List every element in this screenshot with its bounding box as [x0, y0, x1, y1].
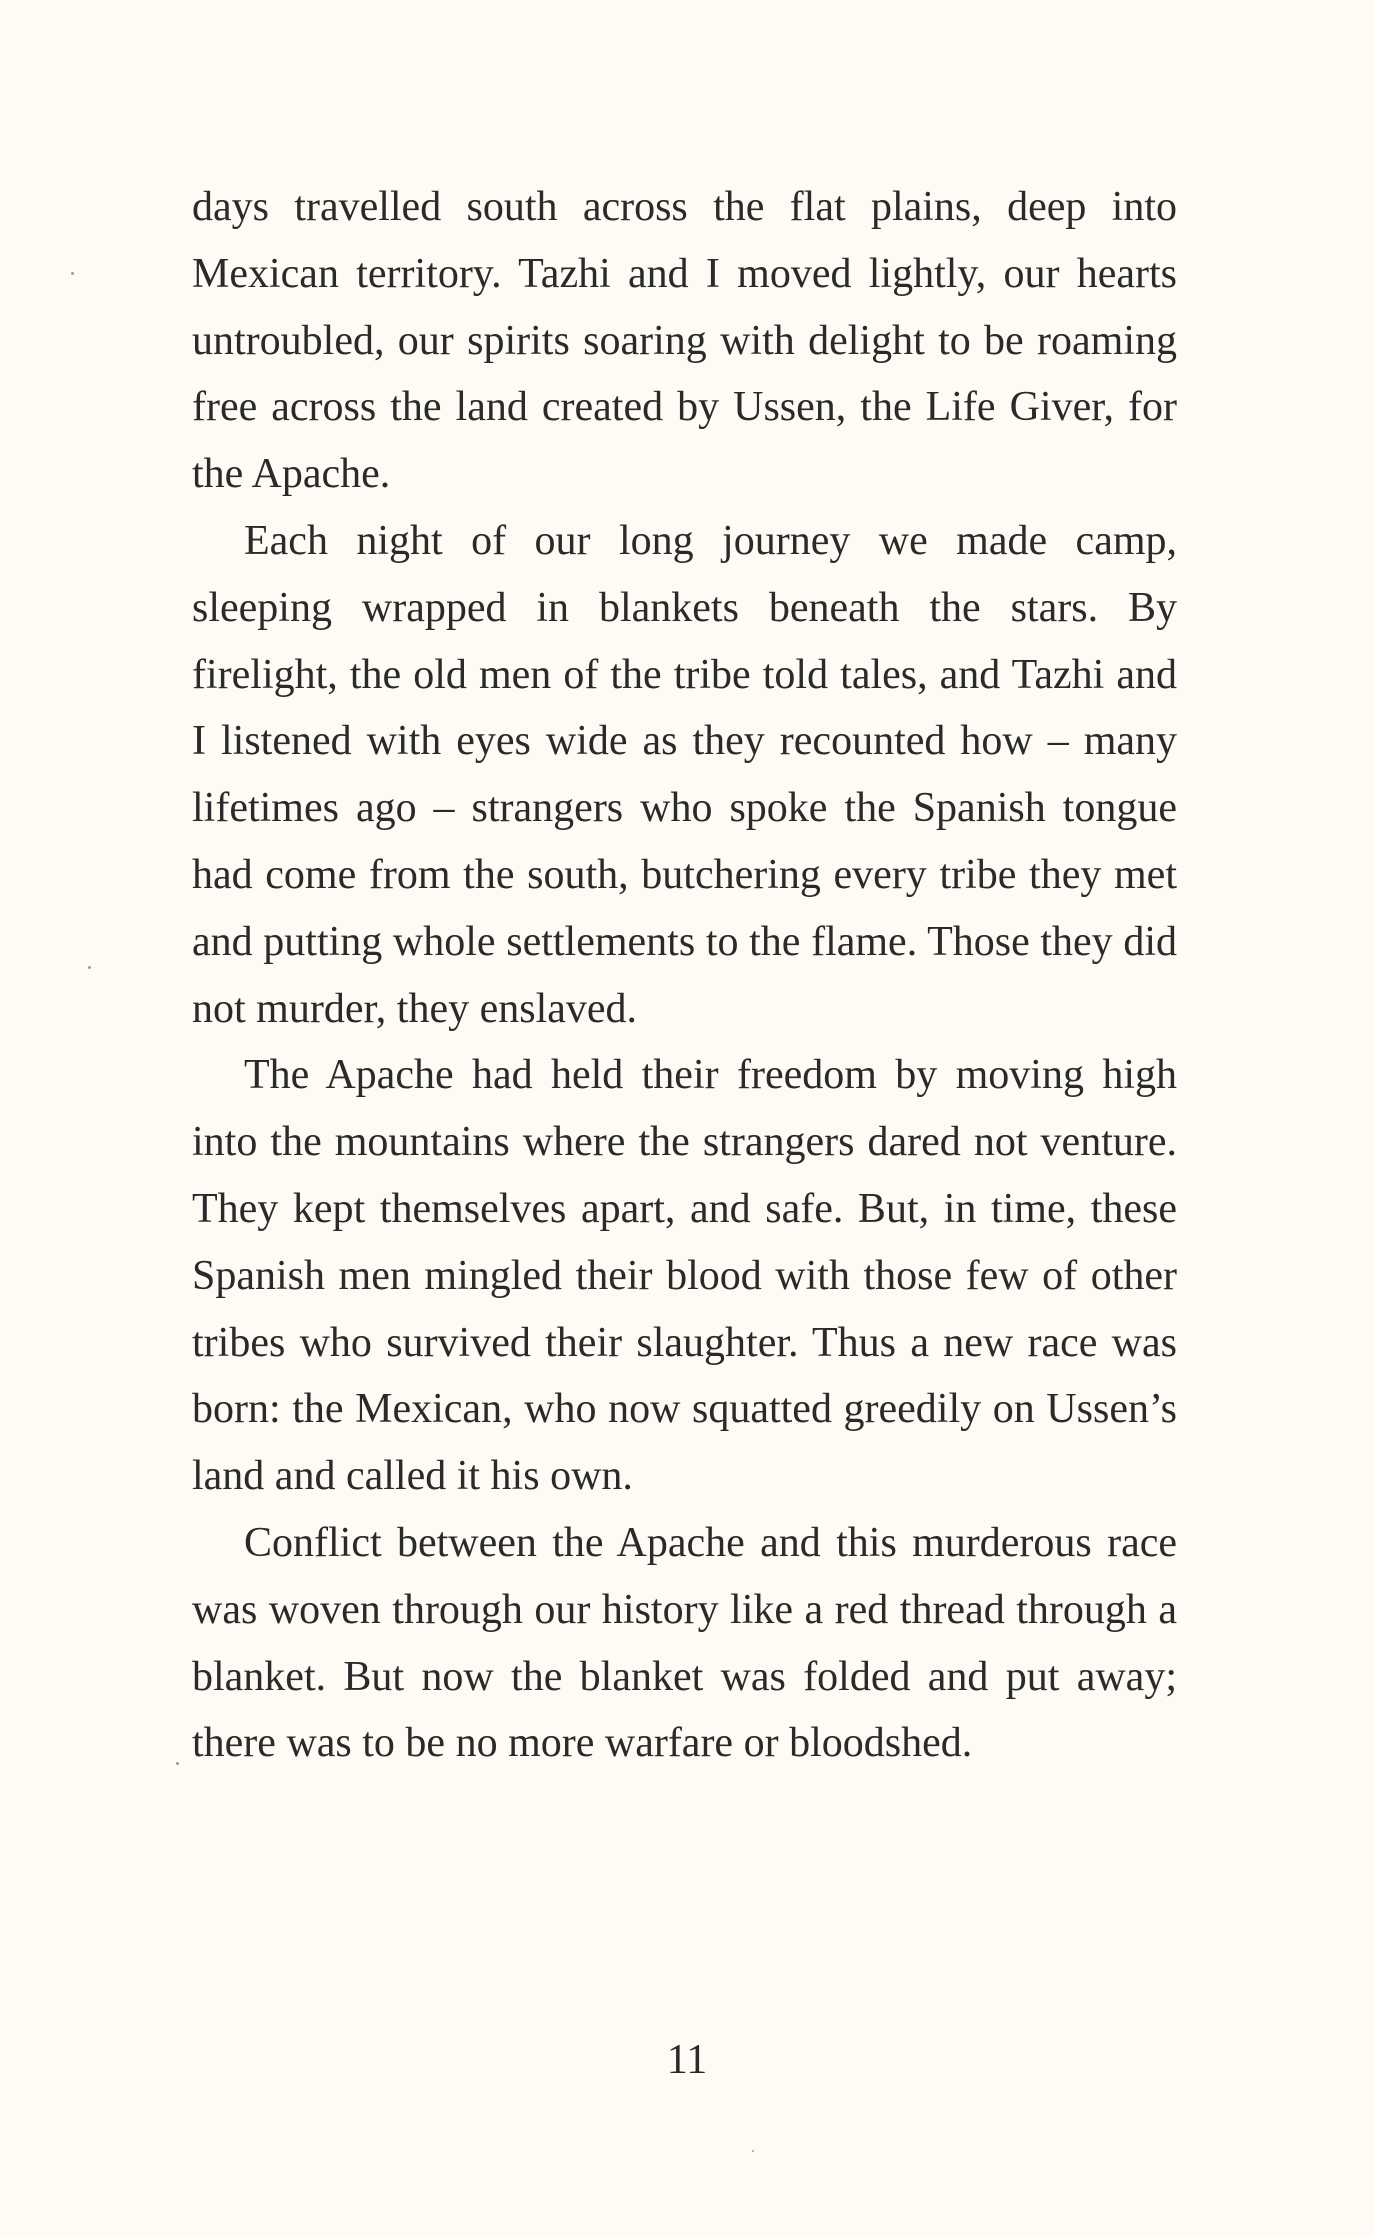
body-text [192, 174, 1177, 1777]
paper-speck [88, 966, 91, 969]
paper-speck [752, 2150, 754, 2152]
paragraph-4: Conflict between the Apache and this murderous race was woven through our history like a red thread through a blanket. But now the blanket was folded and put away; there was to be no more warfare or bloodshed. [192, 1519, 1177, 1767]
paragraph-1: days travelled south across the flat plains, deep into Mexican territory. Tazhi and I moved lightly, our hearts untroubled, our spirits soaring with delight to be roaming free across the land created by Ussen, the Life Giver, for the Apache. [192, 184, 1177, 498]
paragraph-2: Each night of our long journey we made camp, sleeping wrapped in blankets beneath the stars. By firelight, the old men of the tribe told tales, and Tazhi and I listened with eyes wide as they recounted how – many lifetimes ago – strangers who spoke the Spanish tongue had come from the south, butchering every tribe they met and putting whole settlements to the flame. Those they did not murder, they enslaved. [192, 517, 1177, 1032]
paper-speck [71, 272, 74, 275]
paragraph-3: The Apache had held their freedom by moving high into the mountains where the strangers dared not venture. They kept themselves apart, and safe. But, in time, these Spanish men mingled their blood with those few of other tribes who survived their slaughter. Thus a new race was born: the Mexican, who now squatted greedily on Ussen’s land and called it his own. [192, 1052, 1177, 1500]
paper-speck [176, 1762, 179, 1765]
page-number: 11 [666, 2037, 708, 2083]
